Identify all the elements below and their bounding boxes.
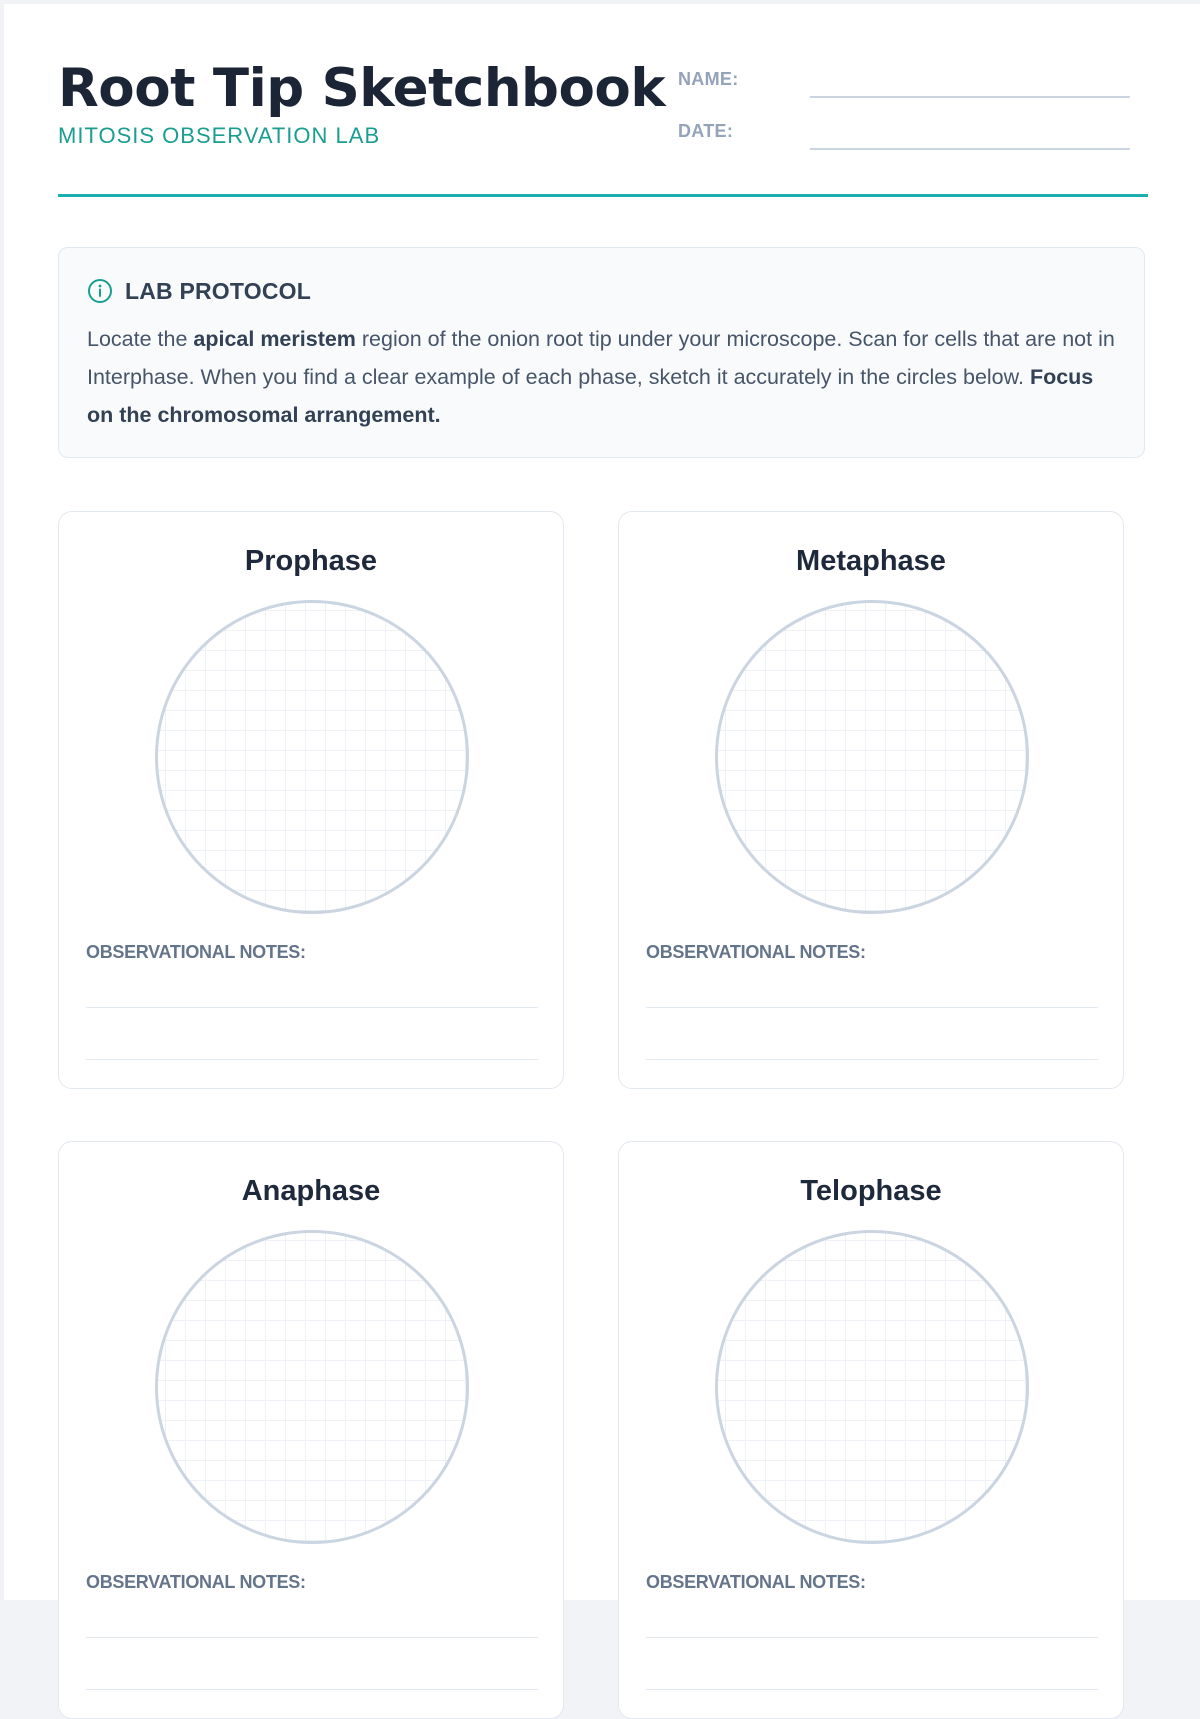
protocol-text [87, 320, 1117, 434]
notes-line[interactable] [86, 1007, 538, 1008]
protocol-emphasis: Focus on the chromosomal arrangement. [87, 365, 1094, 427]
worksheet-page [4, 4, 1200, 1600]
phase-title: Prophase [244, 545, 378, 577]
notes-line[interactable] [86, 1689, 538, 1690]
date-field[interactable] [810, 148, 1130, 150]
phase-card-anaphase [58, 1141, 564, 1719]
sketch-circle[interactable] [155, 600, 469, 914]
phase-title: Anaphase [241, 1175, 381, 1207]
protocol-heading [87, 276, 311, 306]
notes-line[interactable] [646, 1007, 1098, 1008]
sketch-circle[interactable] [715, 1230, 1029, 1544]
date-label: DATE: [678, 121, 734, 141]
protocol-text-part: Locate the [87, 327, 194, 351]
info-icon [87, 278, 113, 304]
protocol-emphasis: apical meristem [193, 327, 356, 351]
phase-title: Telophase [800, 1175, 942, 1207]
lab-protocol-box [58, 247, 1145, 458]
phase-title: Metaphase [796, 545, 946, 577]
notes-line[interactable] [86, 1059, 538, 1060]
sketch-circle[interactable] [715, 600, 1029, 914]
notes-label: OBSERVATIONAL NOTES: [86, 942, 306, 962]
protocol-text-part: region of the onion root tip under your microscope. Scan for cells that are not in Interphase. When you find a clear example of each phase, sketch it accurately in the circles below. [87, 327, 1115, 389]
notes-label: OBSERVATIONAL NOTES: [646, 942, 866, 962]
notes-line[interactable] [646, 1059, 1098, 1060]
notes-line[interactable] [86, 1637, 538, 1638]
notes-label: OBSERVATIONAL NOTES: [86, 1572, 306, 1592]
notes-line[interactable] [646, 1689, 1098, 1690]
notes-line[interactable] [646, 1637, 1098, 1638]
phase-card-prophase [58, 511, 564, 1089]
protocol-title: LAB PROTOCOL [125, 278, 311, 304]
page-header [58, 54, 1148, 197]
sketch-circle[interactable] [155, 1230, 469, 1544]
phase-card-metaphase [618, 511, 1124, 1089]
notes-label: OBSERVATIONAL NOTES: [646, 1572, 866, 1592]
name-label: NAME: [678, 69, 739, 89]
page-subtitle: MITOSIS OBSERVATION LAB [58, 123, 381, 148]
phase-card-telophase [618, 1141, 1124, 1719]
page-title: Root Tip Sketchbook [58, 58, 666, 119]
name-field[interactable] [810, 96, 1130, 98]
